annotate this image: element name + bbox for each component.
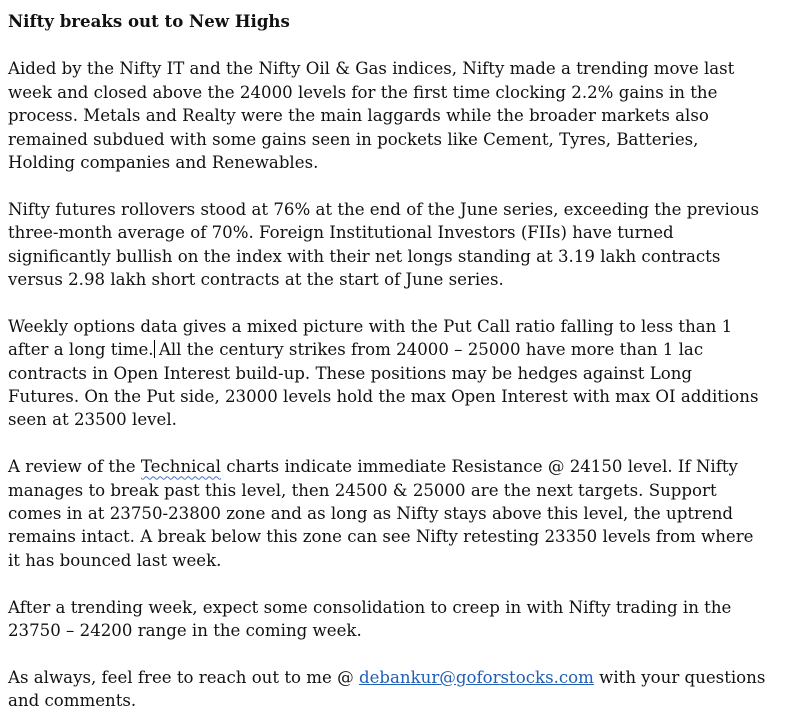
paragraph-rollovers: Nifty futures rollovers stood at 76% at the end of the June series, exceeding the previous three-month average of 70%. Foreign Institutional Investors (FIIs) have turned significantly bullish on the index with their net longs standing at 3.19 lakh contracts versus 2.98 lakh short contracts at the start of June series. bbox=[8, 199, 759, 290]
email-link[interactable]: debankur@goforstocks.com bbox=[358, 667, 594, 687]
document-title: Nifty breaks out to New Highs bbox=[8, 11, 290, 31]
spellcheck-flagged-word[interactable]: Technical bbox=[140, 457, 221, 477]
paragraph-contact bbox=[8, 666, 768, 713]
technical-text-end: charts indicate immediate Resistance @ 24150 level. If Nifty manages to break past this level, then 24500 & 25000 are the next targets. Support comes in at 23750-23800 zone and as long as Nifty stays above this level, the uptrend remains intact. A break below this zone can see Nifty retesting 23350 levels from where it has bounced last week. bbox=[8, 457, 754, 570]
technical-text-start: A review of the bbox=[8, 457, 141, 477]
document-body[interactable] bbox=[8, 8, 768, 713]
contact-text-end: with your questions and comments. bbox=[8, 667, 766, 711]
paragraph-market-summary: Aided by the Nifty IT and the Nifty Oil & Gas indices, Nifty made a trending move last week and closed above the 24000 levels for the first time clocking 2.2% gains in the process. Metals and Realty were the main laggards while the broader markets also remained subdued with some gains seen in pockets like Cement, Tyres, Batteries, Holding companies and Renewables. bbox=[8, 59, 735, 173]
options-text-start: Weekly options data gives a mixed picture with the Put Call ratio falling to less than 1 after a long time. bbox=[8, 316, 733, 360]
paragraph-technical-review bbox=[8, 455, 768, 572]
contact-text-start: As always, feel free to reach out to me @ bbox=[8, 667, 359, 687]
paragraph-options-data bbox=[8, 315, 768, 432]
options-text-end: All the century strikes from 24000 – 25000 have more than 1 lac contracts in Open Interest build-up. These positions may be hedges against Long Futures. On the Put side, 23000 levels hold the max Open Interest with max OI additions seen at 23500 level. bbox=[8, 340, 759, 430]
paragraph-outlook: After a trending week, expect some consolidation to creep in with Nifty trading in the 23750 – 24200 range in the coming week. bbox=[8, 597, 732, 641]
